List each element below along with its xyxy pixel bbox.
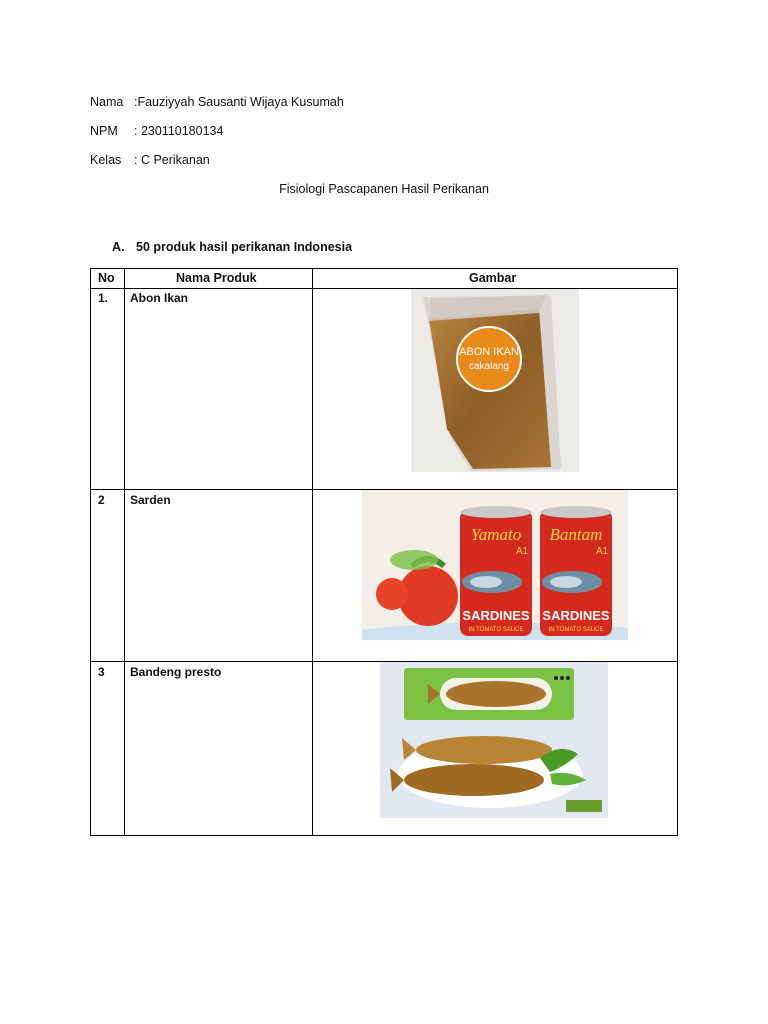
npm-value: : 230110180134	[134, 124, 224, 138]
row-divider	[91, 288, 677, 289]
nama-label: Nama	[90, 95, 124, 109]
kelas-label: Kelas	[90, 153, 122, 167]
can2-grade: A1	[595, 546, 609, 557]
column-header-nama-produk: Nama Produk	[176, 271, 257, 285]
abon-ikan-image	[411, 289, 579, 472]
product-name: Abon Ikan	[130, 291, 189, 305]
column-divider	[124, 269, 125, 835]
can1-sauce: IN TOMATO SAUCE	[468, 627, 524, 633]
product-name: Sarden	[130, 493, 171, 507]
product-name: Bandeng presto	[130, 665, 222, 679]
can1-brand: Yamato	[470, 525, 522, 544]
document-title: Fisiologi Pascapanen Hasil Perikanan	[279, 182, 489, 196]
field-nama	[90, 95, 344, 109]
row-number: 1.	[98, 291, 109, 305]
column-header-no: No	[98, 271, 115, 285]
column-header-gambar: Gambar	[469, 271, 517, 285]
can2-sauce: IN TOMATO SAUCE	[548, 627, 604, 633]
can2-brand: Bantam	[549, 525, 603, 544]
products-table	[90, 268, 678, 836]
can1-grade: A1	[515, 546, 529, 557]
section-marker: A.	[112, 240, 125, 254]
nama-value: :Fauziyyah Sausanti Wijaya Kusumah	[134, 95, 344, 109]
kelas-value: : C Perikanan	[134, 153, 210, 167]
abon-label-text: ABON IKAN	[459, 346, 519, 358]
can2-product: SARDINES	[542, 608, 610, 623]
npm-label: NPM	[90, 124, 118, 138]
sarden-image	[362, 490, 628, 640]
section-heading-text: 50 produk hasil perikanan Indonesia	[136, 240, 353, 254]
row-number: 2	[98, 493, 105, 507]
abon-label-subtext: cakalang	[468, 361, 510, 372]
section-heading	[112, 240, 352, 254]
column-divider	[312, 269, 313, 835]
row-number: 3	[98, 665, 105, 679]
field-kelas	[90, 153, 210, 167]
can1-product: SARDINES	[462, 608, 530, 623]
field-npm	[90, 124, 223, 138]
bandeng-presto-image	[380, 662, 608, 818]
